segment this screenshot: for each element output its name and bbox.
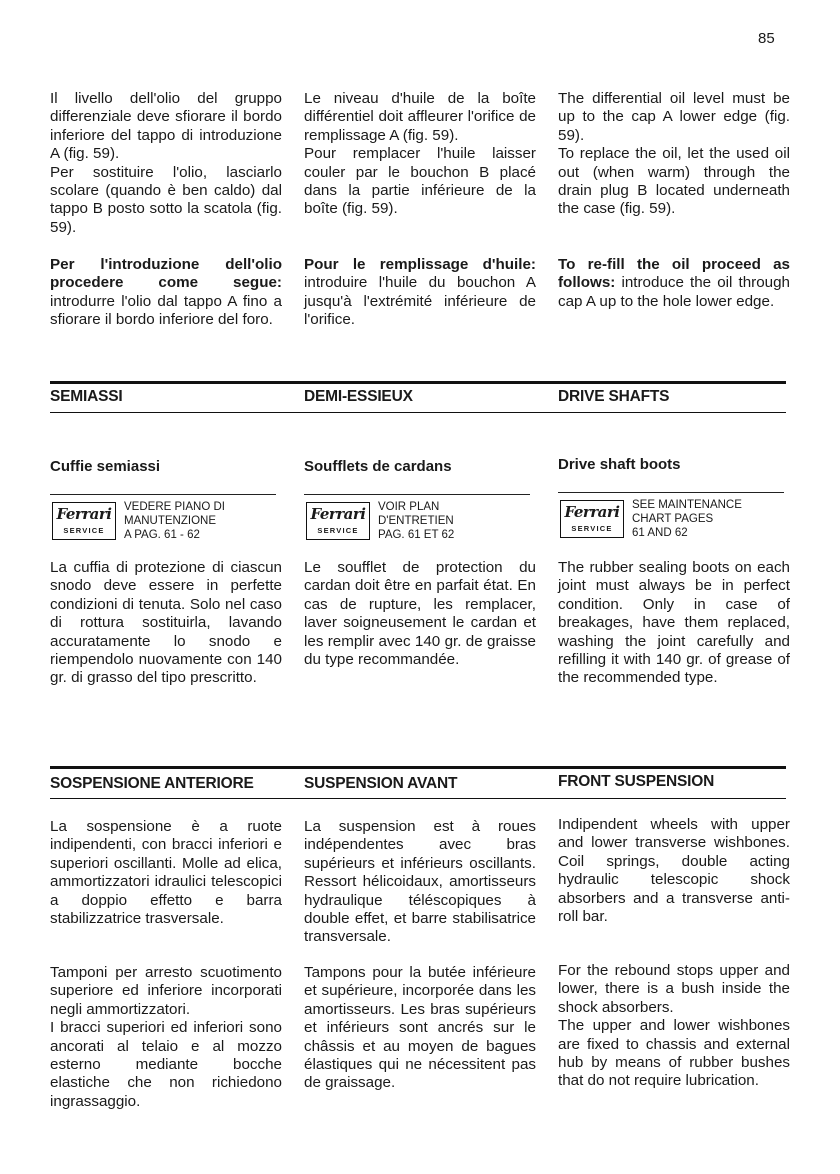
suspension-p1-fr xyxy=(304,818,536,947)
ref-line: A PAG. 61 - 62 xyxy=(124,529,200,541)
oil-column-fr xyxy=(304,90,536,219)
arms-paragraph-en: The upper and lower wishbones are fixed to chassis and external hub by means of rubber bushes that do not require lubrication. xyxy=(558,1017,790,1090)
service-reference xyxy=(632,498,742,540)
heading-front-suspension: FRONT SUSPENSION xyxy=(558,773,715,790)
page-number: 85 xyxy=(758,30,775,47)
subheading-fr: Soufflets de cardans xyxy=(304,458,452,475)
heading-semiassi: SEMIASSI xyxy=(50,388,123,405)
boots-paragraph-en: The rubber sealing boots on each joint must always be in perfect condition. Only in case of breakages, have them replaced, washing the joint carefully and refilling it with 140 gr. of grease of the recommended type. xyxy=(558,559,790,687)
logo-service-label: SERVICE xyxy=(571,524,613,533)
ref-line: D'ENTRETIEN xyxy=(378,515,454,527)
ref-line: 61 AND 62 xyxy=(632,527,688,539)
boots-text-en xyxy=(558,559,790,688)
oil-replace-text-it: Per sostituire l'olio, lasciarlo scolare (quando è ben caldo) dal tappo B posto sotto la scatola (fig. 59). xyxy=(50,163,282,236)
ref-line: MANUTENZIONE xyxy=(124,515,216,527)
oil-refill-text-it: introdurre l'olio dal tappo A fino a sfiorare il bordo inferiore del foro. xyxy=(50,292,282,329)
oil-refill-text-fr: introduire l'huile du bouchon A jusqu'à l'extrémité inférieure de l'orifice. xyxy=(304,274,536,329)
suspension-divider-top xyxy=(50,766,786,769)
oil-column-en xyxy=(558,90,790,219)
suspension-divider-bottom xyxy=(50,798,786,799)
suspension-p2-fr xyxy=(304,964,536,1093)
ref-line: VEDERE PIANO DI xyxy=(124,501,225,513)
oil-level-text-it: Il livello dell'olio del gruppo differenziale deve sfiorare il bordo inferiore del tappo di introduzione A (fig. 59). xyxy=(50,90,282,163)
oil-refill-text-en: introduce the oil through cap A up to the hole lower edge. xyxy=(558,274,790,310)
suspension-p1-it xyxy=(50,818,282,928)
ferrari-service-logo xyxy=(560,500,624,538)
boots-paragraph-it: La cuffia di protezione di ciascun snodo deve essere in perfette condizioni di tenuta. Solo nel caso di rottura sostituirla, lavando accuratamente lo snodo e riempendolo nuovamente con 140 gr. di grasso del tipo prescritto. xyxy=(50,559,282,687)
subheading-en: Drive shaft boots xyxy=(558,456,681,473)
rebound-paragraph-it: Tamponi per arresto scuotimento superiore ed inferiore incorporati negli ammortizzatori. xyxy=(50,964,282,1018)
oil-column-it xyxy=(50,90,282,237)
suspension-paragraph-fr: La suspension est à roues indépendentes avec bras supérieurs et inférieurs oscillants. Ressort hélicoidaux, amortisseurs hydraulique téléscopiques à double effet, et barre stabilisatrice transversale. xyxy=(304,818,536,946)
service-reference xyxy=(378,500,454,542)
rebound-paragraph-fr: Tampons pour la butée inférieure et supérieure, incorporée dans les amortisseurs. Les bras supérieurs et inférieurs sont ancrés sur le châssis et au moyen de bagues élastiques qui ne nécessitent pas de graissage. xyxy=(304,964,536,1092)
heading-suspension-avant: SUSPENSION AVANT xyxy=(304,775,458,792)
suspension-paragraph-en: Indipendent wheels with upper and lower transverse wishbones. Coil springs, double acting hydraulic telescopic shock absorbers and a transverse anti-roll bar. xyxy=(558,816,790,926)
ref-line: VOIR PLAN xyxy=(378,501,440,513)
logo-brand: Ferrari xyxy=(564,503,620,521)
oil-refill-lead-it: Per l'introduzione dell'olio procedere come segue: xyxy=(50,256,282,292)
ferrari-service-logo xyxy=(52,502,116,540)
subheading-it: Cuffie semiassi xyxy=(50,458,161,475)
ref-line: CHART PAGES xyxy=(632,513,714,525)
service-rule xyxy=(50,494,276,495)
oil-level-text-fr: Le niveau d'huile de la boîte différentiel doit affleurer l'orifice de remplissage A (fig. 59). xyxy=(304,90,536,144)
service-note-it xyxy=(50,494,282,546)
ferrari-service-logo xyxy=(306,502,370,540)
service-reference xyxy=(124,500,225,542)
service-note-fr xyxy=(304,494,536,546)
section-divider-bottom xyxy=(50,412,786,413)
heading-sospensione: SOSPENSIONE ANTERIORE xyxy=(50,775,254,792)
logo-brand: Ferrari xyxy=(56,505,112,523)
oil-refill-en xyxy=(558,256,790,311)
boots-paragraph-fr: Le soufflet de protection du cardan doit être en parfait état. En cas de rupture, les remplacer, laver soigneusement le cardan et les remplir avec 140 gr. de graisse du type recommandée. xyxy=(304,559,536,669)
arms-paragraph-it: I bracci superiori ed inferiori sono ancorati al telaio e al mozzo esterno mediante bocche elastiche che non richiedono ingrassaggio. xyxy=(50,1019,282,1110)
logo-service-label: SERVICE xyxy=(63,526,105,535)
suspension-p1-en xyxy=(558,816,790,926)
service-note-en xyxy=(558,492,790,544)
rebound-paragraph-en: For the rebound stops upper and lower, there is a bush inside the shock absorbers. xyxy=(558,962,790,1016)
heading-demi-essieux: DEMI-ESSIEUX xyxy=(304,388,413,405)
oil-replace-text-en: To replace the oil, let the used oil out (when warm) through the drain plug B located underneath the case (fig. 59). xyxy=(558,145,790,218)
oil-refill-lead-en: To re-fill the oil proceed as follows: xyxy=(558,256,790,292)
service-rule xyxy=(558,492,784,493)
ref-line: PAG. 61 ET 62 xyxy=(378,529,455,541)
oil-refill-fr xyxy=(304,256,536,330)
suspension-paragraph-it: La sospensione è a ruote indipendenti, con bracci inferiori e superiori oscillanti. Molle ad elica, ammortizzatori idraulici telescopici a doppio effetto e barra stabilizzatrice trasversale. xyxy=(50,818,282,928)
heading-drive-shafts: DRIVE SHAFTS xyxy=(558,388,670,405)
logo-service-label: SERVICE xyxy=(317,526,359,535)
oil-level-text-en: The differential oil level must be up to the cap A lower edge (fig. 59). xyxy=(558,90,790,144)
ref-line: SEE MAINTENANCE xyxy=(632,499,742,511)
boots-text-fr xyxy=(304,559,536,669)
boots-text-it xyxy=(50,559,282,688)
suspension-p2-en xyxy=(558,962,790,1091)
service-rule xyxy=(304,494,530,495)
oil-refill-lead-fr: Pour le remplissage d'huile: xyxy=(304,256,536,273)
oil-replace-text-fr: Pour remplacer l'huile laisser couler par le bouchon B placé dans la partie inférieure de la boîte (fig. 59). xyxy=(304,145,536,218)
logo-brand: Ferrari xyxy=(310,505,366,523)
suspension-p2-it xyxy=(50,964,282,1111)
oil-refill-it xyxy=(50,256,282,330)
section-divider-top xyxy=(50,381,786,384)
